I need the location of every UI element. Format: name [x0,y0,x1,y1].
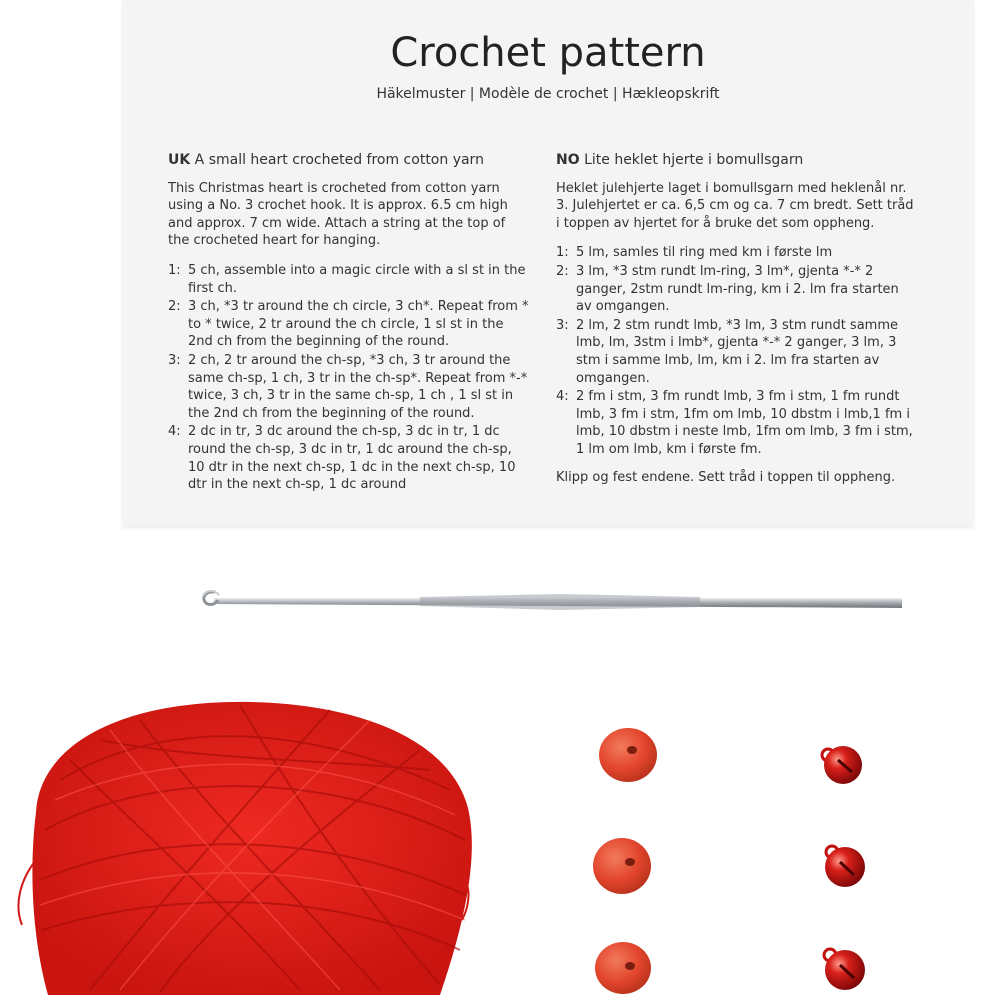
step-text: 2 lm, 2 stm rundt lmb, *3 lm, 3 stm rundt samme lmb, lm, 3stm i lmb*, gjenta *-* 2 ganger, 3 lm, 3 stm i samme lmb, lm, km i 2. lm fra starten av omgangen. [576,317,898,386]
uk-heading-text: A small heart crocheted from cotton yarn [190,152,484,168]
no-code: NO [556,152,580,168]
pattern-subtitle: Häkelmuster | Modèle de crochet | Hækleopskrift [376,86,720,102]
bell-icon [822,746,862,784]
pattern-title: Crochet pattern [390,30,706,76]
step-text: 2 ch, 2 tr around the ch-sp, *3 ch, 3 tr around the same ch-sp, 1 ch, 3 tr in the ch-sp*. Repeat from *-* twice, 3 ch, 3 tr in the same ch-sp, 1 ch , 1 sl st in the 2nd ch from the beginning of the round. [188,352,528,421]
step-number: 1: [168,262,181,278]
step-text: 3 lm, *3 stm rundt lm-ring, 3 lm*, gjenta *-* 2 ganger, 2stm rundt lm-ring, km i 2. lm fra starten av omgangen. [576,263,899,315]
bell-icon [824,949,865,990]
uk-intro: This Christmas heart is crocheted from cotton yarn using a No. 3 crochet hook. It is approx. 6.5 cm high and approx. 7 cm wide. Attach a string at the top of the crocheted heart for hanging. [168,180,508,249]
bell-icon [825,846,865,887]
bead-icon [595,942,651,994]
step-text: 2 dc in tr, 3 dc around the ch-sp, 3 dc in tr, 1 dc round the ch-sp, 3 dc in tr, 1 dc around the ch-sp, 10 dtr in the next ch-sp, 1 dc in the next ch-sp, 10 dtr in the next ch-sp, 1 dc around [188,424,516,493]
uk-code: UK [168,152,191,168]
step-number: 4: [168,424,181,440]
step-text: 2 fm i stm, 3 fm rundt lmb, 3 fm i stm, 1 fm rundt lmb, 3 fm i stm, 1fm om lmb, 10 dbstm i lmb,1 fm i lmb, 10 dbstm i neste lmb, 1fm om lmb, 3 fm i stm, 1 lm om lmb, km i første fm. [576,389,913,457]
bead-icon [593,838,651,894]
step-number: 4: [556,389,569,405]
step-text: 5 lm, samles til ring med km i første lm [576,245,833,261]
no-heading-text: Lite heklet hjerte i bomullsgarn [579,152,804,168]
yarn-ball-icon [18,702,471,995]
no-intro: Heklet julehjerte laget i bomullsgarn med heklenål nr. 3. Julehjertet er ca. 6,5 cm og ca. 7 cm bredt. Sett tråd i toppen av hjertet for å bruke det som oppheng. [556,180,914,231]
bead-icon [599,728,657,782]
step-number: 2: [556,263,569,279]
step-text: 3 ch, *3 tr around the ch circle, 3 ch*. Repeat from * to * twice, 2 tr around the ch circle, 1 sl st in the 2nd ch from the beginning of the round. [188,299,529,350]
step-number: 1: [556,245,569,261]
no-outro: Klipp og fest endene. Sett tråd i toppen til oppheng. [556,469,896,485]
crochet-hook-icon [203,591,902,610]
step-number: 3: [168,352,181,368]
step-number: 2: [168,299,181,315]
step-text: 5 ch, assemble into a magic circle with a sl st in the first ch. [188,262,526,296]
step-number: 3: [556,317,569,333]
